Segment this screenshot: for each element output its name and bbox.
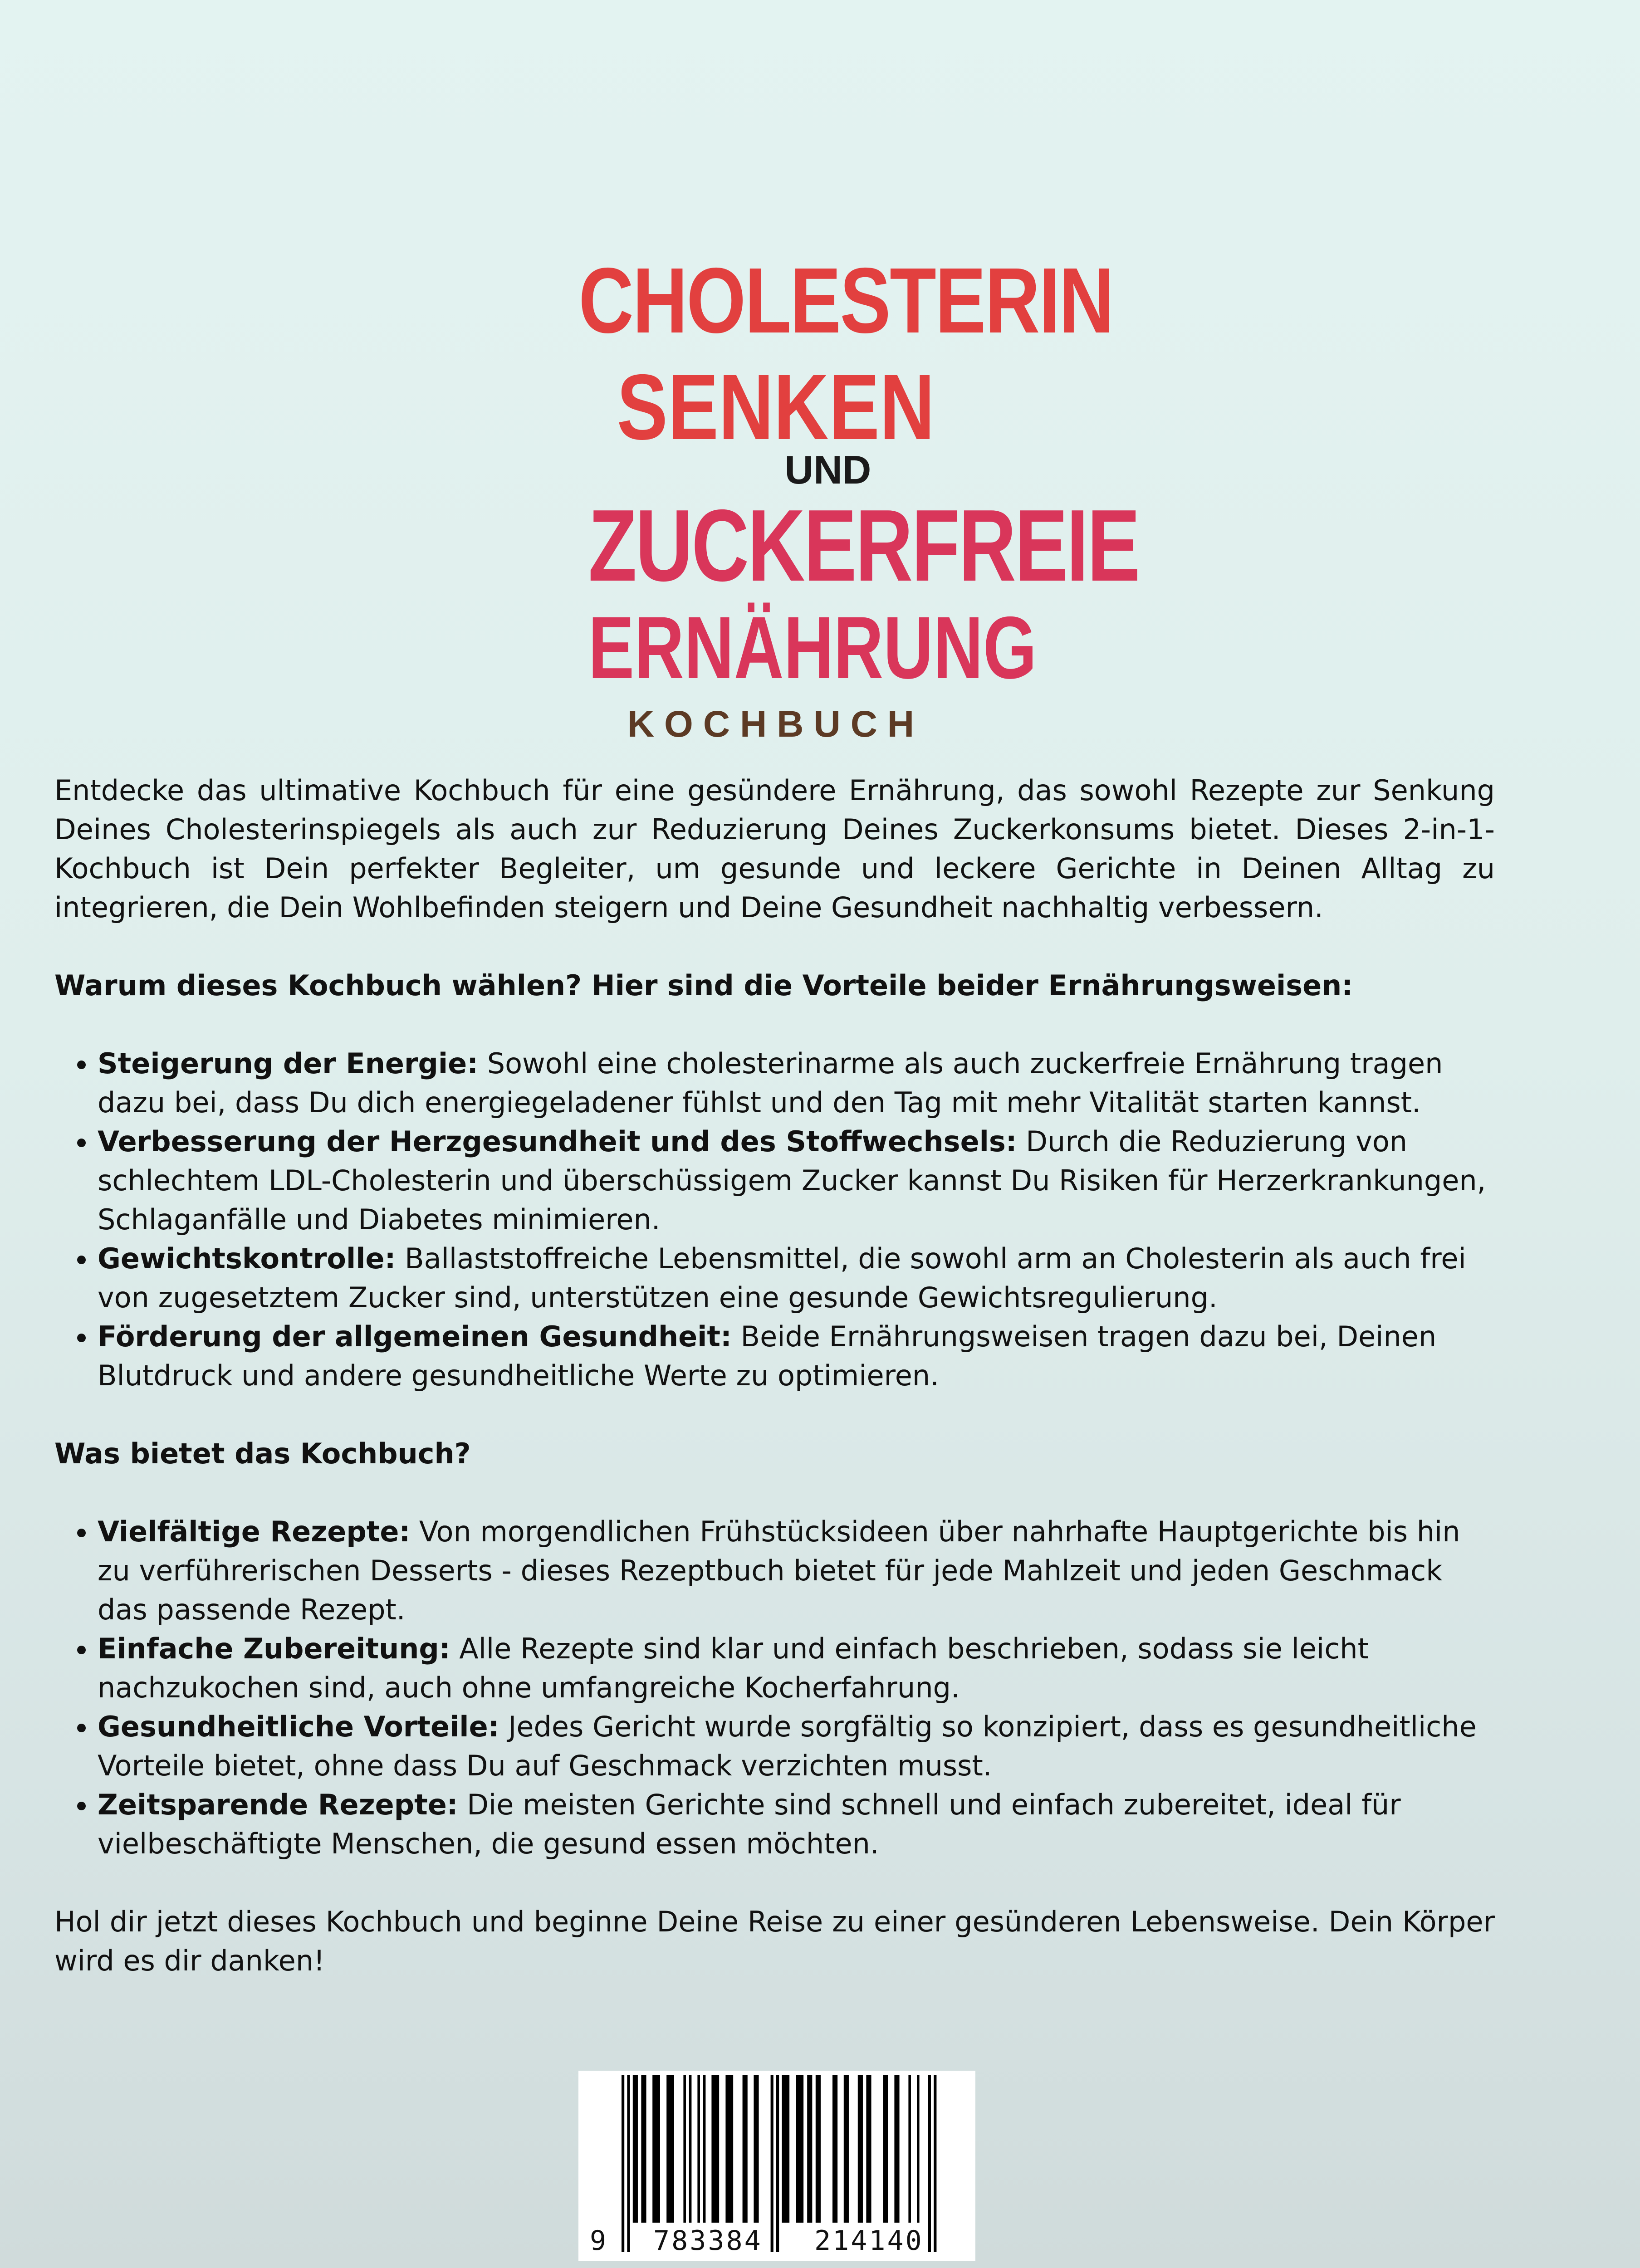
section-heading-offer: Was bietet das Kochbuch? xyxy=(54,1437,471,1470)
title-und: UND xyxy=(784,447,871,492)
barcode-bar xyxy=(796,2075,803,2223)
list-item-term: Gewichtskontrolle: xyxy=(98,1242,396,1275)
barcode-bar xyxy=(652,2075,660,2223)
list-item-term: Zeitsparende Rezepte: xyxy=(98,1788,458,1821)
barcode-bar xyxy=(697,2075,700,2223)
barcode-bar xyxy=(776,2075,779,2252)
barcode-bar xyxy=(934,2075,936,2252)
list-item-text: Ballaststoffreiche Lebensmittel, die sowohl arm an Cholesterin als auch frei von zugesetztem Zucker sind, unterstützen eine gesunde Gewichtsregulierung. xyxy=(98,1242,1466,1314)
list-item xyxy=(98,1044,1495,1122)
title-kochbuch: KOCHBUCH xyxy=(627,704,925,745)
barcode-bar xyxy=(928,2075,931,2252)
barcode-bar xyxy=(622,2075,624,2252)
list-item-term: Förderung der allgemeinen Gesundheit: xyxy=(98,1320,732,1353)
barcode-bar xyxy=(866,2075,871,2223)
barcode-bar xyxy=(666,2075,674,2223)
barcode-bar xyxy=(641,2075,646,2223)
barcode-group-right: 214140 xyxy=(814,2225,924,2257)
barcode-group-left: 783384 xyxy=(653,2225,763,2257)
list-item-term: Steigerung der Energie: xyxy=(98,1047,479,1080)
barcode-bar xyxy=(633,2075,638,2223)
benefits-list xyxy=(54,1044,1495,1395)
barcode-bar xyxy=(711,2075,719,2223)
title-cholesterin: CHOLESTERIN xyxy=(578,249,1113,352)
barcode-bar xyxy=(627,2075,630,2252)
list-item xyxy=(98,1707,1495,1785)
title-ernaehrung: ERNÄHRUNG xyxy=(588,598,1037,697)
list-item-text: Jedes Gericht wurde sorgfältig so konzipiert, dass es gesundheitliche Vorteile bietet, ohne dass Du auf Geschmack verzichten musst. xyxy=(98,1710,1477,1782)
list-item-text: Alle Rezepte sind klar und einfach beschrieben, sodass sie leicht nachzukochen sind, auch ohne umfangreiche Kocherfahrung. xyxy=(98,1632,1369,1704)
barcode-bar xyxy=(703,2075,706,2223)
barcode-bar xyxy=(894,2075,899,2223)
list-item-term: Gesundheitliche Vorteile: xyxy=(98,1710,499,1743)
list-item xyxy=(98,1629,1495,1707)
cover-title xyxy=(535,249,1139,745)
outro-paragraph: Hol dir jetzt dieses Kochbuch und beginne Deine Reise zu einer gesünderen Lebensweise. Dein Körper wird es dir danken! xyxy=(54,1905,1495,1977)
section-heading-benefits: Warum dieses Kochbuch wählen? Hier sind die Vorteile beider Ernährungsweisen: xyxy=(54,969,1353,1002)
list-item-text: Durch die Reduzierung von schlechtem LDL-Cholesterin und überschüssigem Zucker kannst Du Risiken für Herzerkrankungen, Schlaganfälle und Diabetes minimieren. xyxy=(98,1125,1486,1236)
barcode-bar xyxy=(883,2075,888,2223)
list-item-text: Beide Ernährungsweisen tragen dazu bei, Deinen Blutdruck und andere gesundheitliche Werte zu optimieren. xyxy=(98,1320,1437,1392)
list-item-term: Verbesserung der Herzgesundheit und des Stoffwechsels: xyxy=(98,1125,1017,1158)
barcode-bar xyxy=(725,2075,733,2223)
list-item xyxy=(98,1317,1495,1395)
barcode-bar xyxy=(689,2075,692,2223)
list-item-term: Vielfältige Rezepte: xyxy=(98,1515,411,1548)
barcode-bar xyxy=(771,2075,773,2252)
back-cover-text xyxy=(54,771,1495,1980)
offer-list xyxy=(54,1512,1495,1863)
list-item xyxy=(98,1122,1495,1239)
barcode-bar xyxy=(858,2075,863,2223)
isbn-barcode xyxy=(578,2071,975,2261)
list-item-text: Sowohl eine cholesterinarme als auch zuckerfreie Ernährung tragen dazu bei, dass Du dich energiegeladener fühlst und den Tag mit mehr Vitalität starten kannst. xyxy=(98,1047,1443,1119)
title-zuckerfreie: ZUCKERFREIE xyxy=(588,488,1139,602)
barcode-bar xyxy=(832,2075,837,2223)
barcode-bar xyxy=(782,2075,789,2223)
barcode-bar xyxy=(908,2075,911,2223)
list-item-text: Von morgendlichen Frühstücksideen über nahrhafte Hauptgerichte bis hin zu verführerischen Desserts - dieses Rezeptbuch bietet für jede Mahlzeit und jeden Geschmack das passende Rezept. xyxy=(98,1515,1460,1626)
list-item xyxy=(98,1785,1495,1863)
barcode-bar xyxy=(754,2075,759,2223)
barcode-bar xyxy=(917,2075,920,2223)
list-item xyxy=(98,1512,1495,1629)
list-item-term: Einfache Zubereitung: xyxy=(98,1632,450,1665)
barcode-bar xyxy=(683,2075,686,2223)
barcode-bar xyxy=(807,2075,812,2223)
barcode-bar xyxy=(844,2075,849,2223)
intro-paragraph: Entdecke das ultimative Kochbuch für eine gesündere Ernährung, das sowohl Rezepte zur Senkung Deines Cholesterinspiegels als auch zur Reduzierung Deines Zuckerkonsums bietet. Dieses 2-in-1-Kochbuch ist Dein perfekter Begleiter, um gesunde und leckere Gerichte in Deinen Alltag zu integrieren, die Dein Wohlbefinden steigern und Deine Gesundheit nachhaltig verbessern. xyxy=(54,774,1495,924)
barcode-digit-first: 9 xyxy=(590,2225,607,2257)
title-senken: SENKEN xyxy=(617,355,935,459)
list-item-text: Die meisten Gerichte sind schnell und einfach zubereitet, ideal für vielbeschäftigte Menschen, die gesund essen möchten. xyxy=(98,1788,1401,1860)
barcode-bar xyxy=(743,2075,748,2223)
list-item xyxy=(98,1239,1495,1317)
barcode-bar xyxy=(816,2075,821,2223)
